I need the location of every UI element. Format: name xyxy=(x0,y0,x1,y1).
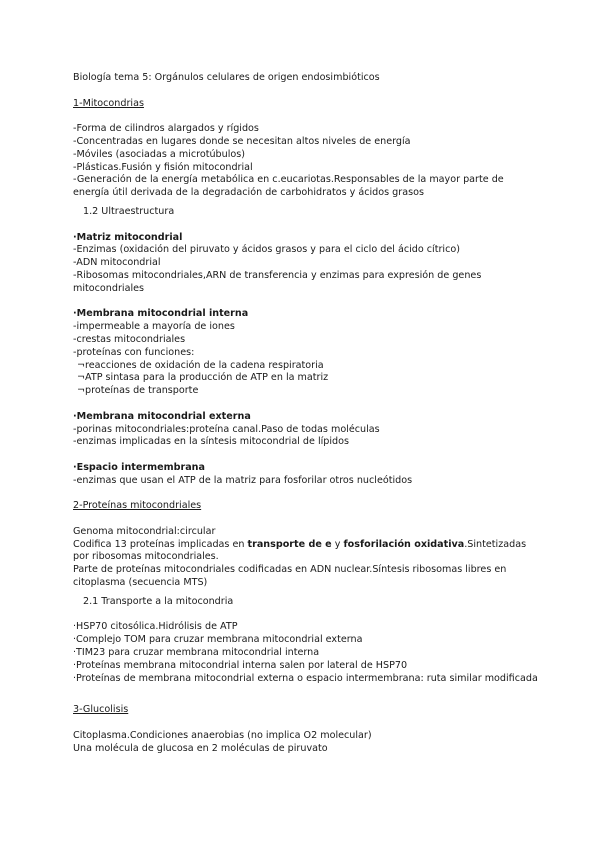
espacio-intermembrana-heading: ·Espacio intermembrana xyxy=(73,461,205,473)
list-item: -Forma de cilindros alargados y rígidos xyxy=(73,123,259,135)
list-item: -Generación de la energía metabólica en c.eucariotas.Responsables de la mayor parte de energía útil derivada de la degradación de carbohidratos y ácidos grasos xyxy=(73,174,504,199)
list-item: -crestas mitocondriales xyxy=(73,333,186,345)
list-item: -Móviles (asociadas a microtúbulos) xyxy=(73,148,245,160)
subsection-heading-ultraestructura: 1.2 Ultraestructura xyxy=(83,205,175,217)
membrana-externa-heading: ·Membrana mitocondrial externa xyxy=(73,410,251,422)
list-item: -Enzimas (oxidación del piruvato y ácidos grasos y para el ciclo del ácido cítrico) xyxy=(73,244,460,256)
list-item: -enzimas que usan el ATP de la matriz para fosforilar otros nucleótidos xyxy=(73,474,413,486)
list-item: Citoplasma.Condiciones anaerobias (no implica O2 molecular) xyxy=(73,729,372,741)
list-item: ·Proteínas de membrana mitocondrial externa o espacio intermembrana: ruta similar modificada xyxy=(73,672,538,684)
list-item: -ADN mitocondrial xyxy=(73,257,161,269)
codifica-bold-transporte: transporte de e xyxy=(247,538,332,550)
list-item: -Plásticas.Fusión y fisión mitocondrial xyxy=(73,161,253,173)
codifica-text: y xyxy=(331,538,344,550)
list-item: ·Complejo TOM para cruzar membrana mitocondrial externa xyxy=(73,634,363,646)
membrana-interna-heading: ·Membrana mitocondrial interna xyxy=(73,308,249,320)
list-item: -Concentradas en lugares donde se necesitan altos niveles de energía xyxy=(73,135,411,147)
subsection-heading-transporte: 2.1 Transporte a la mitocondria xyxy=(83,595,234,607)
section-heading-mitocondrias: 1-Mitocondrias xyxy=(73,97,144,109)
codifica-paragraph xyxy=(73,539,533,565)
list-item: Una molécula de glucosa en 2 moléculas de piruvato xyxy=(73,742,328,754)
genoma-line: Genoma mitocondrial:circular xyxy=(73,525,216,537)
codifica-text: .Sintetizadas por ribosomas mitocondriales. xyxy=(73,538,527,563)
list-item: -porinas mitocondriales:proteína canal.Paso de todas moléculas xyxy=(73,423,380,435)
section-heading-proteinas: 2-Proteínas mitocondriales xyxy=(73,500,202,512)
list-item: -impermeable a mayoría de iones xyxy=(73,321,235,333)
list-item: -Ribosomas mitocondriales,ARN de transferencia y enzimas para expresión de genes mitocondriales xyxy=(73,269,482,294)
sub-list-item: ¬proteínas de transporte xyxy=(77,385,199,397)
document-title: Biología tema 5: Orgánulos celulares de origen endosimbióticos xyxy=(73,72,380,83)
sub-list-item: ¬ATP sintasa para la producción de ATP en la matriz xyxy=(77,372,329,384)
matriz-heading: ·Matriz mitocondrial xyxy=(73,231,183,243)
codifica-text: Codifica 13 proteínas implicadas en xyxy=(73,538,248,550)
section-heading-glucolisis: 3-Glucolisis xyxy=(73,704,129,716)
list-item: -enzimas implicadas en la síntesis mitocondrial de lípidos xyxy=(73,436,350,448)
list-item: -proteínas con funciones: xyxy=(73,346,195,358)
list-item: ·Proteínas membrana mitocondrial interna salen por lateral de HSP70 xyxy=(73,659,408,671)
codifica-bold-fosforilacion: fosforilación oxidativa xyxy=(343,538,465,550)
list-item: ·HSP70 citosólica.Hidrólisis de ATP xyxy=(73,621,238,633)
sub-list-item: ¬reacciones de oxidación de la cadena respiratoria xyxy=(77,359,324,371)
document-page xyxy=(73,72,538,755)
list-item: ·TIM23 para cruzar membrana mitocondrial interna xyxy=(73,647,320,659)
parte-paragraph: Parte de proteínas mitocondriales codificadas en ADN nuclear.Síntesis ribosomas libres en citoplasma (secuencia MTS) xyxy=(73,564,507,589)
